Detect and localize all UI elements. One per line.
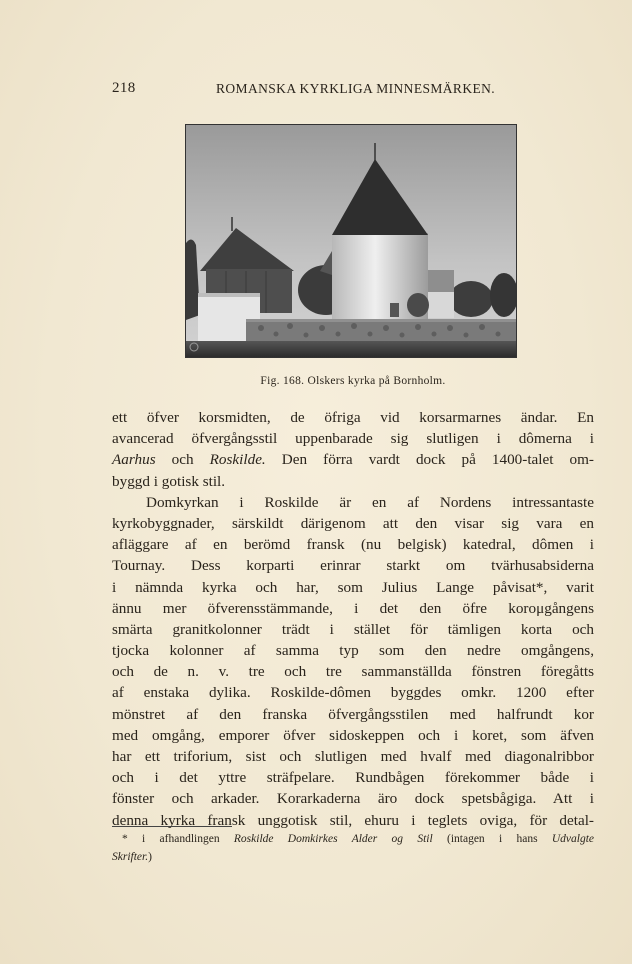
text-segment: af enstaka dylika. Roskilde-dômen byggdes omkr. 1200 efter <box>112 684 594 702</box>
running-title: ROMANSKA KYRKLIGA MINNESMÄRKEN. <box>216 81 496 96</box>
page-number: 218 <box>112 80 136 96</box>
italic-text: Aarhus <box>112 451 156 469</box>
text-segment: Domkyrkan i Roskilde är en af Nordens intressantaste <box>146 493 594 511</box>
italic-text: Roskilde Domkirkes Alder og Stil <box>233 833 433 845</box>
text-segment: denna kyrka fransk unggotisk stil, ehuru i teglets oviga, för detal- <box>112 811 594 829</box>
text-segment: Tournay. Dess korparti erinrar starkt om tvärhusabsiderna <box>112 557 594 575</box>
text-segment: och de n. v. tre och tre sammanställda fönstren föregåtts <box>112 663 594 681</box>
body-line <box>112 788 594 809</box>
italic-text: Roskilde. <box>209 451 266 469</box>
text-segment: ännu mer öfverensstämmande, i det den öfre korομgångens <box>112 599 594 617</box>
body-line <box>112 513 594 534</box>
text-segment: med omgång, emporer öfver sidoskeppen och i koret, som äfven <box>112 726 594 744</box>
body-line <box>112 619 594 640</box>
text-segment: kyrkobyggnader, särskildt därigenom att den visar sig vara en <box>112 514 594 532</box>
text-segment: mönstret af den franska öfvergångsstilen med halfrundt kor <box>112 705 594 723</box>
footnote <box>112 830 594 866</box>
text-segment: smärta granitkolonner trädt i stället för tämligen korta och <box>112 620 594 638</box>
body-line <box>112 428 594 449</box>
body-line <box>112 449 594 470</box>
body-text <box>112 407 594 831</box>
body-line <box>112 704 594 725</box>
text-segment: (intagen i hans <box>432 833 552 845</box>
text-segment: ) <box>148 851 152 863</box>
body-line <box>112 577 594 598</box>
text-segment: avancerad öfvergångsstil uppenbarade sig slutligen i dômerna i <box>112 430 594 448</box>
text-segment: * i afhandlingen <box>122 833 234 845</box>
body-line <box>112 810 594 831</box>
text-segment: Den förra vardt dock på 1400-talet om- <box>265 451 594 469</box>
text-segment: byggd i gotisk stil. <box>112 472 226 490</box>
body-line <box>112 640 594 661</box>
body-line <box>112 746 594 767</box>
text-segment: afläggare af en berömd fransk (nu belgisk) katedral, dômen i <box>112 536 594 554</box>
body-line <box>112 598 594 619</box>
body-line <box>112 767 594 788</box>
text-segment: och i det yttre sträfpelare. Rundbågen förekommer både i <box>112 769 594 787</box>
text-segment: fönster och arkader. Korarkaderna äro dock spetsbågiga. Att i <box>112 790 594 808</box>
figure-caption: Fig. 168. Olskers kyrka på Bornholm. <box>260 375 446 387</box>
body-line <box>112 555 594 576</box>
body-line <box>112 471 594 492</box>
text-segment: och <box>155 451 210 469</box>
text-segment: ett öfver korsmidten, de öfriga vid korsarmarnes ändar. En <box>112 409 594 426</box>
body-line <box>112 682 594 703</box>
running-head <box>112 80 512 100</box>
body-line <box>112 661 594 682</box>
body-line <box>112 407 594 428</box>
footnote-rule <box>112 826 232 827</box>
church-photograph <box>185 124 517 358</box>
italic-text: Udvalgte <box>551 833 595 845</box>
body-line <box>112 534 594 555</box>
text-segment: i nämnda kyrka och har, som Julius Lange påvisat*, varit <box>112 578 594 596</box>
body-line <box>112 725 594 746</box>
body-line <box>112 492 594 513</box>
footnote-line <box>112 830 594 848</box>
text-segment: tjocka kolonner af samma typ som den nedre omgångens, <box>112 642 594 660</box>
italic-text: Skrifter. <box>112 851 149 863</box>
text-segment: har ett triforium, sist och slutligen med hvalf med diagonalribbor <box>112 748 594 765</box>
footnote-line <box>112 848 594 866</box>
